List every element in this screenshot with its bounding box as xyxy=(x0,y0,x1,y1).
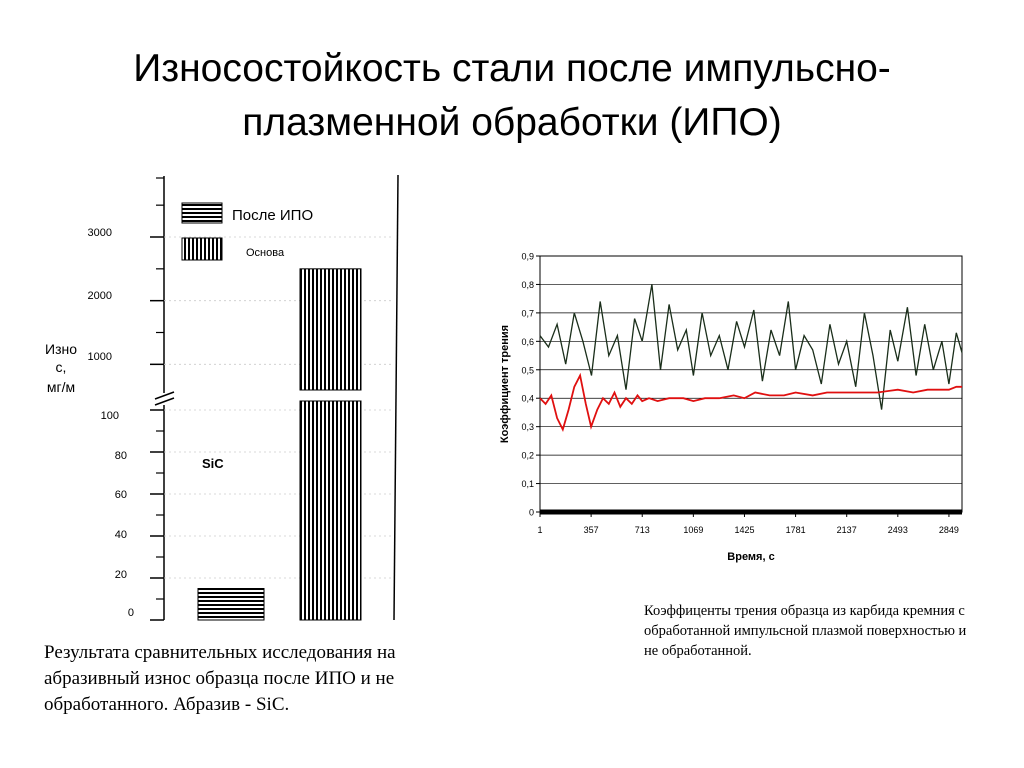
y-tick-label: 20 xyxy=(114,569,127,581)
wear-chart-caption: Результата сравнительных исследования на абразивный износ образца после ИПО и не обработанного. Абразив - SiC. xyxy=(44,642,396,715)
y-tick-label: 0,6 xyxy=(521,336,534,347)
svg-text:с,: с, xyxy=(55,359,67,375)
friction-chart xyxy=(499,252,962,564)
y-tick-label: 0,4 xyxy=(521,393,534,404)
right-frame-line xyxy=(394,175,398,620)
plot-area xyxy=(540,256,962,512)
y-tick-label: 40 xyxy=(114,529,127,541)
y-tick-label: 0,7 xyxy=(521,308,534,319)
y-axis-label: Коэффициент трения xyxy=(499,324,511,444)
x-tick-label: 1781 xyxy=(785,525,806,535)
x-tick-label: 1 xyxy=(537,525,543,535)
legend-label-base: Основа xyxy=(246,247,285,259)
x-tick-label: 2493 xyxy=(887,525,908,535)
axis-break-mark xyxy=(155,398,174,405)
friction-chart-caption: Коэффиценты трения образца из карбида кремния с обработанной импульсной плазмой поверхностью и не обработанной. xyxy=(644,603,967,659)
axis-break-mark xyxy=(155,392,174,399)
title-line-1: Износостойкость стали после импульсно- xyxy=(133,47,891,90)
bar-base-upper xyxy=(300,269,361,390)
bar-after-ipo xyxy=(198,589,264,621)
y-tick-label: 0,8 xyxy=(521,279,534,290)
y-tick-label: 0,1 xyxy=(521,479,534,490)
y-tick-label: 1000 xyxy=(87,351,112,363)
y-tick-label: 100 xyxy=(100,410,119,422)
y-tick-label: 0,5 xyxy=(521,365,534,376)
x-tick-label: 2849 xyxy=(938,525,959,535)
legend xyxy=(182,203,313,260)
x-tick-label: 1069 xyxy=(683,525,704,535)
y-tick-label: 0,2 xyxy=(521,450,534,461)
legend-swatch-base xyxy=(182,238,222,260)
legend-swatch-after-ipo xyxy=(182,203,222,223)
y-axis-label xyxy=(45,341,77,395)
x-tick-label: 357 xyxy=(583,525,599,535)
y-tick-label: 0 xyxy=(127,607,134,619)
y-tick-label: 3000 xyxy=(87,227,112,239)
y-tick-label: 60 xyxy=(114,489,127,501)
abrasive-annotation: SiC xyxy=(202,456,224,471)
x-tick-label: 2137 xyxy=(836,525,857,535)
y-tick-label: 80 xyxy=(114,450,127,462)
svg-text:Изно: Изно xyxy=(45,341,77,357)
wear-chart xyxy=(45,175,398,620)
x-tick-label: 1425 xyxy=(734,525,755,535)
y-tick-label: 0,9 xyxy=(521,251,534,262)
bar-base-lower xyxy=(300,401,361,620)
svg-text:мг/м: мг/м xyxy=(46,379,76,395)
x-tick-label: 713 xyxy=(634,525,650,535)
legend-label-after-ipo: После ИПО xyxy=(232,207,314,224)
y-tick-label: 0 xyxy=(528,507,534,518)
title-line-2: плазменной обработки (ИПО) xyxy=(242,101,782,144)
y-tick-label: 2000 xyxy=(87,290,112,302)
x-axis-label: Время, с xyxy=(727,551,775,563)
y-tick-label: 0,3 xyxy=(521,422,534,433)
